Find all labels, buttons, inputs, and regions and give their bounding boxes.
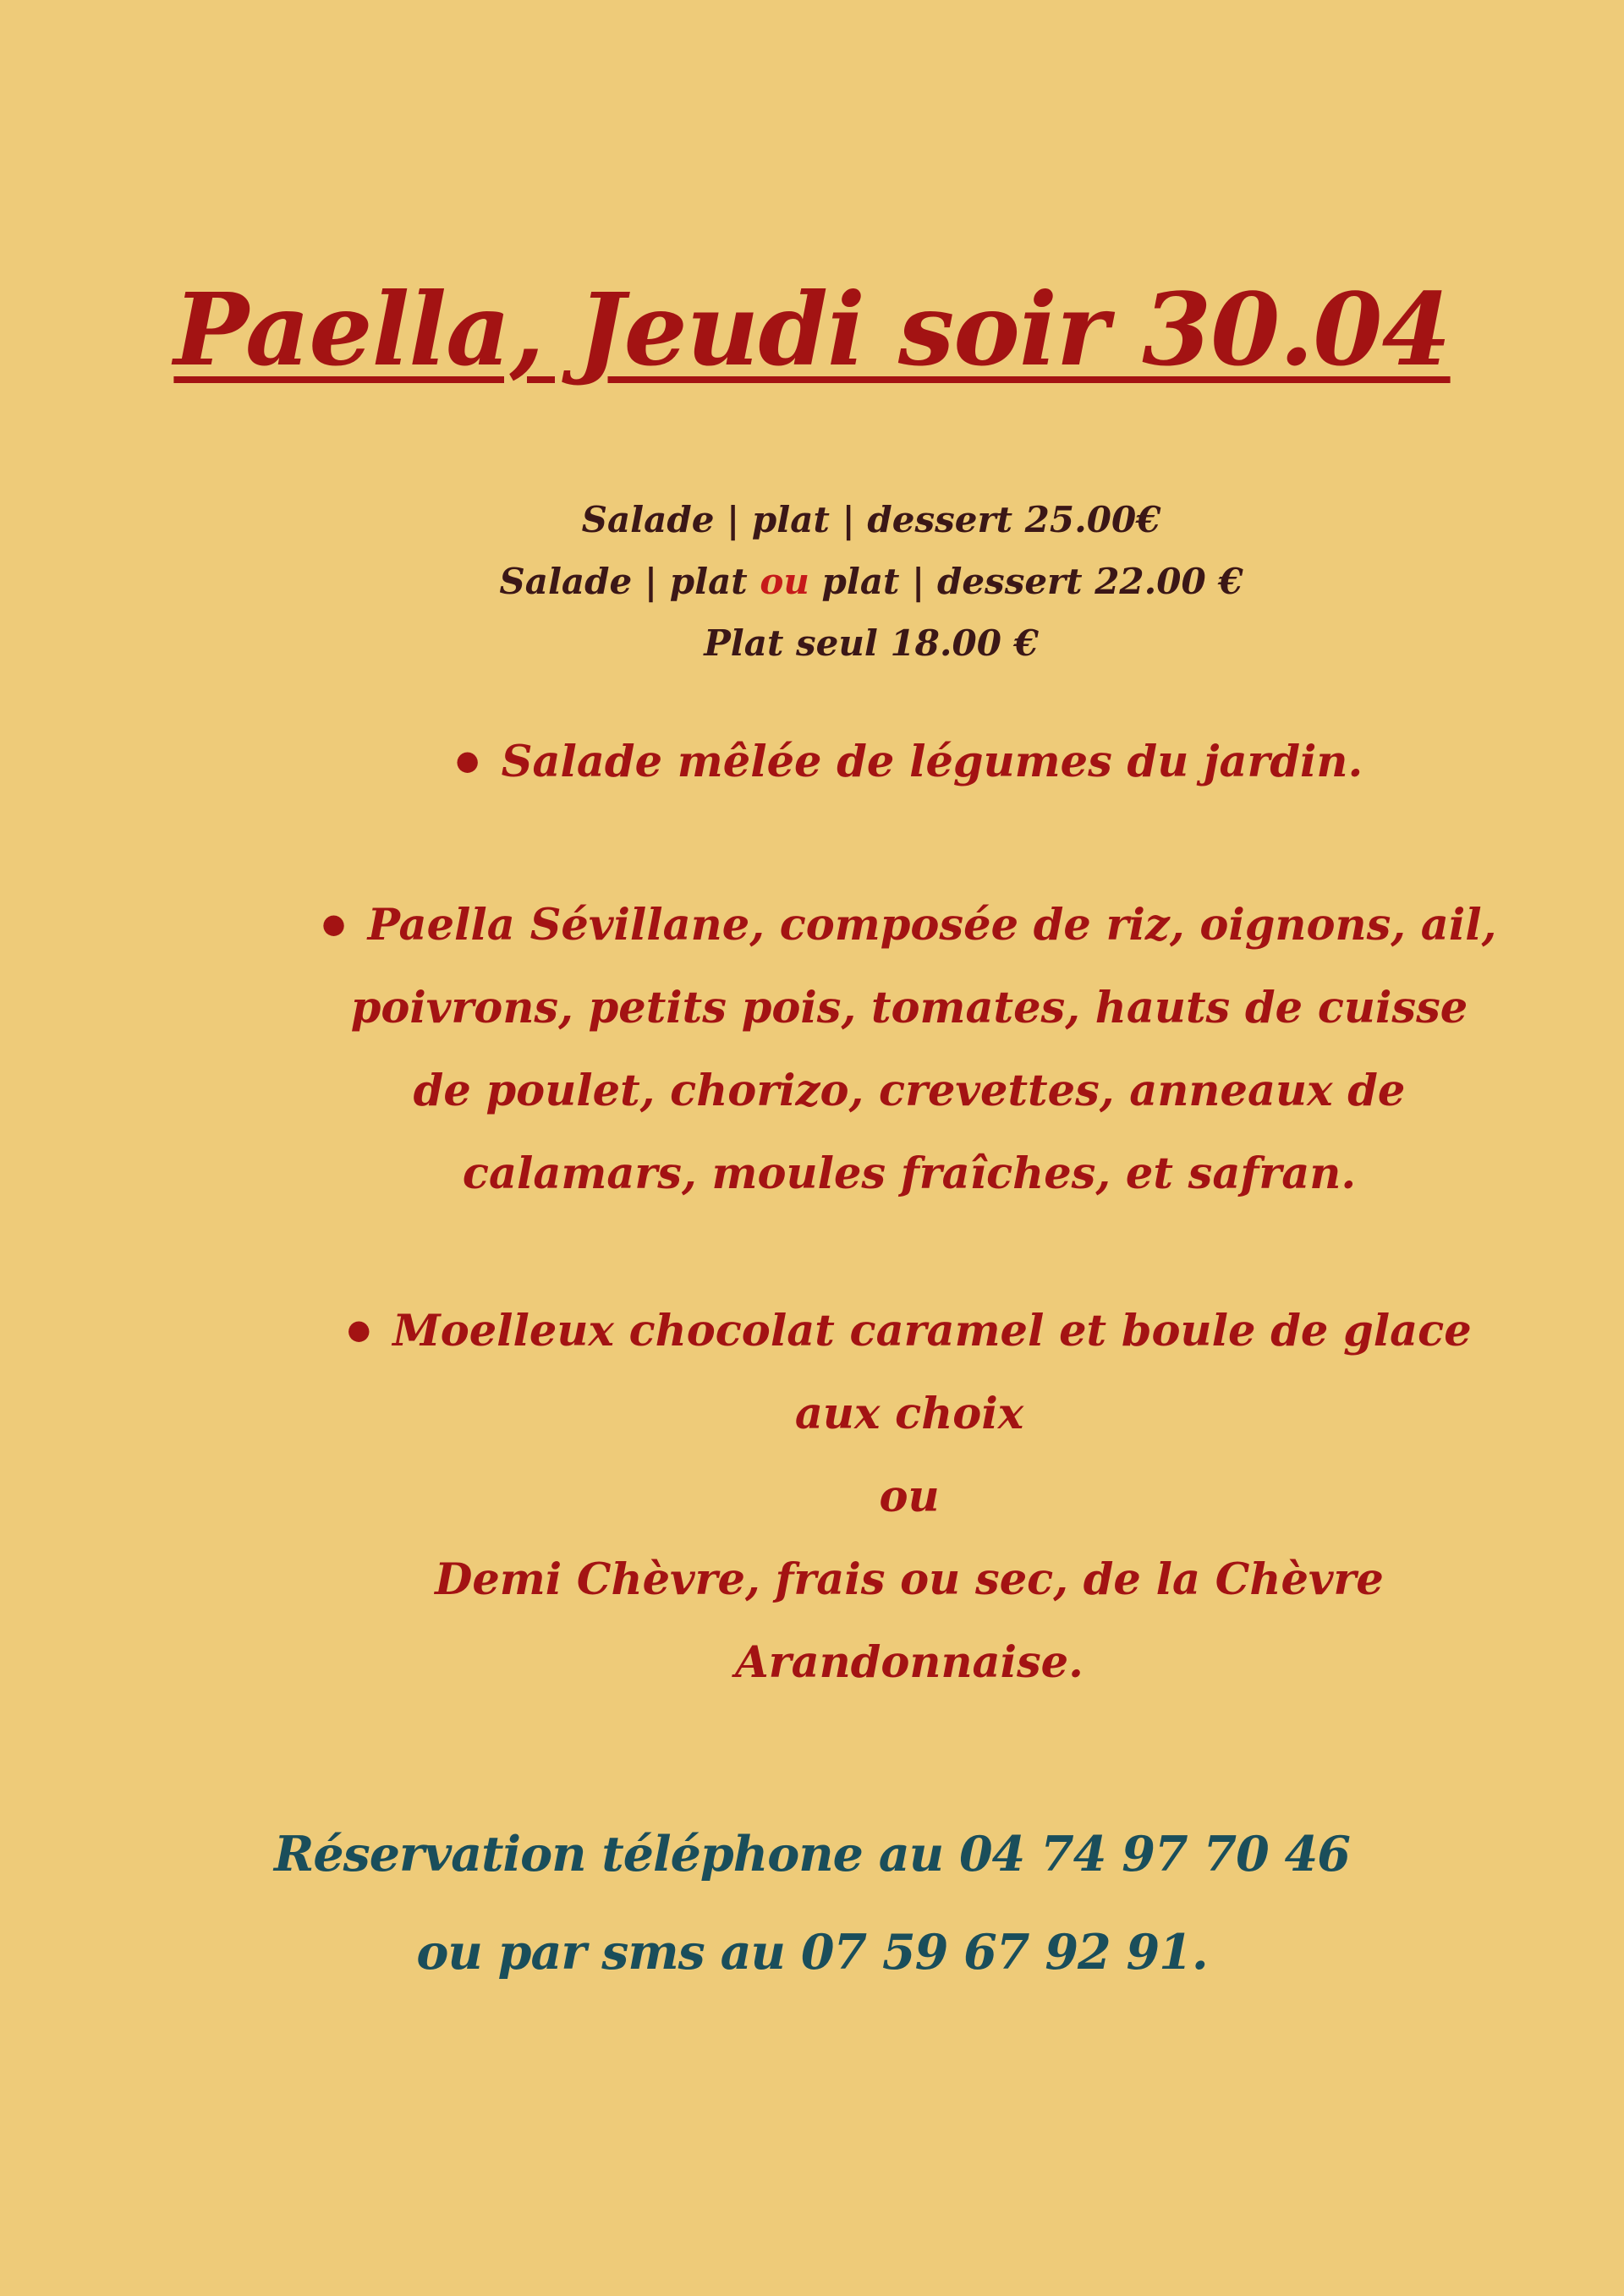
menu-line: poivrons, petits pois, tomates, hauts de cuisse (350, 983, 1468, 1033)
menu-line: Demi Chèvre, frais ou sec, de la Chèvre (435, 1554, 1384, 1605)
page-title-text: Paella, Jeudi soir 30.04 (173, 271, 1451, 388)
menu-item-text: Moelleux chocolat caramel et boule de glace (392, 1306, 1472, 1356)
reservation-phone: Réservation téléphone au 04 74 97 70 46 (274, 1826, 1350, 1882)
price-line (0, 551, 1624, 612)
price-text: plat | dessert 22.00 € (809, 561, 1243, 602)
menu-line: de poulet, chorizo, crevettes, anneaux de (413, 1066, 1406, 1116)
menu-line: calamars, moules fraîches, et safran. (462, 1148, 1357, 1199)
menu-item-dessert (0, 1288, 1624, 1704)
menu-item-text: Paella Sévillane, composée de riz, oignons, ail, (367, 900, 1497, 951)
menu-item-main (0, 882, 1624, 1215)
menu-line (0, 719, 1624, 803)
menu-item-starter (0, 719, 1624, 803)
bullet-icon: ● (347, 1313, 371, 1345)
reservation-info (0, 1806, 1624, 2002)
bullet-icon: ● (321, 907, 346, 940)
price-list (0, 489, 1624, 674)
price-accent-word: ou (760, 561, 809, 602)
menu-line (0, 882, 1624, 967)
menu-line: aux choix (794, 1389, 1024, 1439)
reservation-sms: ou par sms au 07 59 67 92 91. (416, 1924, 1208, 1981)
price-text: Salade | plat (499, 561, 760, 602)
price-line: Salade | plat | dessert 25.00€ (581, 499, 1161, 540)
price-line: Plat seul 18.00 € (704, 622, 1039, 664)
menu-line: ou (879, 1471, 940, 1522)
page-title (0, 266, 1624, 393)
bullet-icon: ● (455, 744, 480, 776)
menu-line (0, 1288, 1624, 1373)
menu-item-text: Salade mêlée de légumes du jardin. (501, 737, 1363, 787)
menu-line: Arandonnaise. (735, 1637, 1084, 1688)
